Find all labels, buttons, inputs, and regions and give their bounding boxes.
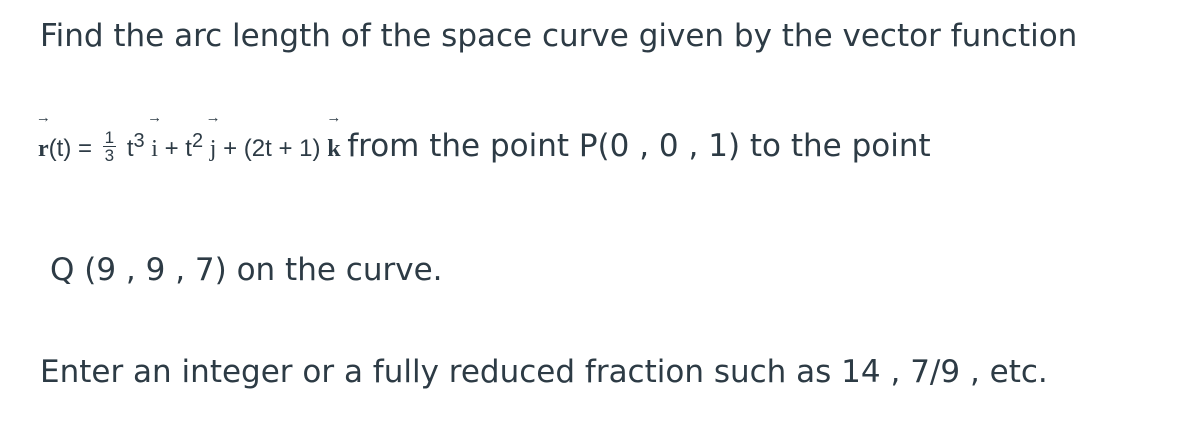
i-letter: i — [151, 136, 158, 162]
r-letter: r — [38, 136, 49, 162]
fraction-one-third — [103, 129, 116, 164]
points-text: from the point P(0 , 0 , 1) to the point — [347, 128, 931, 164]
r-argument: (t) = — [48, 135, 92, 162]
k-vector-symbol — [326, 110, 342, 169]
vector-arrow-icon: → — [147, 110, 163, 126]
fraction-numerator: 1 — [104, 128, 115, 148]
vector-arrow-icon: → — [35, 110, 51, 126]
vector-arrow-icon: → — [326, 110, 342, 126]
t-base: t — [126, 135, 134, 162]
i-vector-symbol — [147, 110, 163, 169]
end-point-text: Q (9 , 9 , 7) on the curve. — [50, 252, 443, 288]
plus-t-term: + t — [164, 135, 192, 162]
answer-instruction: Enter an integer or a fully reduced fraction such as 14 , 7/9 , etc. — [40, 354, 1048, 390]
fraction-denominator: 3 — [104, 146, 115, 166]
k-letter: k — [327, 136, 341, 162]
exponent-3: 3 — [133, 130, 145, 152]
vector-function-line — [35, 110, 931, 169]
r-vector-symbol — [35, 110, 51, 169]
exponent-2: 2 — [191, 130, 204, 152]
j-vector-symbol — [205, 110, 221, 169]
plus-linear-term: + (2t + 1) — [223, 135, 321, 162]
j-letter: j — [209, 136, 217, 162]
question-intro: Find the arc length of the space curve given by the vector function — [40, 18, 1078, 54]
vector-function — [35, 110, 347, 166]
vector-arrow-icon: → — [205, 110, 221, 126]
